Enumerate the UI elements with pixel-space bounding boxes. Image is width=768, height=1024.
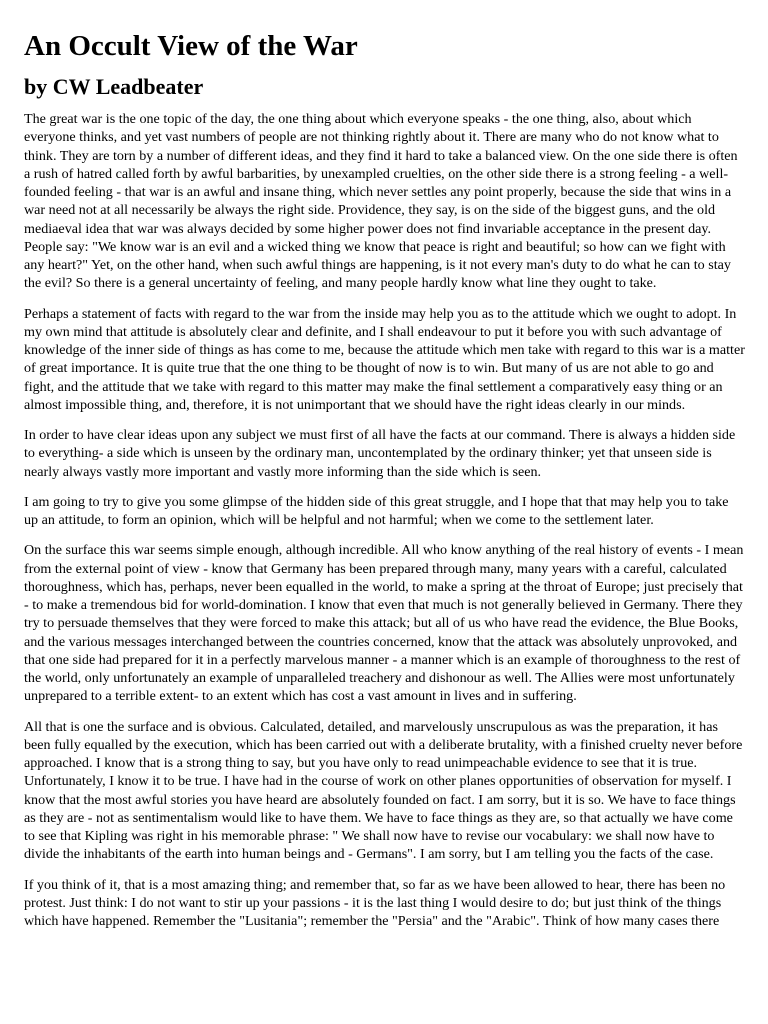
paragraph: In order to have clear ideas upon any subject we must first of all have the facts at our command. There is always a hidden side to everything- a side which is unseen by the ordinary man, uncontemplated by the ordinary thinker; yet that unseen side is nearly always vastly more important and vastly more informing than the side which is seen. [24,427,736,480]
paragraph: The great war is the one topic of the day, the one thing about which everyone speaks - the one thing, also, about which everyone thinks, and yet vast numbers of people are not thinking rightly about it. There are many who do not know what to think. They are torn by a number of different ideas, and they find it hard to take a balanced view. On the one side there is often a rush of hatred called forth by awful barbarities, by unexampled cruelties, on the other side there is a strong feeling - a well-founded feeling - that war is an awful and insane thing, which never settles any point properly, because the side that wins in a war need not at all necessarily be always the right side. Providence, they say, is on the side of the biggest guns, and the old mediaeval idea that war was always decided by some higher power does not find invariable acceptance in the present day. People say: "We know war is an evil and a wicked thing we know that peace is right and beautiful; so how can we fight with any heart?" Yet, on the other hand, when such awful things are happening, is it not every man's duty to do what he can to stay the evil? So there is a general uncertainty of feeling, and many people hardly know what line they ought to take. [24,111,738,292]
document-title: An Occult View of the War [24,30,358,62]
paragraph: If you think of it, that is a most amazing thing; and remember that, so far as we have been allowed to hear, there has been no protest. Just think: I do not want to stir up your passions - it is the last thing I would desire to do; but just think of the things which have happened. Remember the "Lusitania"; remember the "Persia" and the "Arabic". Think of how many cases there [24,876,726,929]
paragraph: I am going to try to give you some glimpse of the hidden side of this great struggle, and I hope that that may help you to take up an attitude, to form an opinion, which will be helpful and not harmful; when we come to the settlement later. [24,493,729,528]
paragraph: On the surface this war seems simple enough, although incredible. All who know anything of the real history of events - I mean from the external point of view - know that Germany has been prepared through many, many years with a careful, calculated thoroughness, which has, perhaps, never been equalled in the world, to make a spring at the throat of Europe; just precisely that - to make a tremendous bid for world-domination. I know that even that much is not generally believed in Germany. There they try to persuade themselves that they were forced to make this attack; but all of us who have read the evidence, the Blue Books, and the various messages interchanged between the countries concerned, know that the attack was absolutely unprovoked, and that one side had prepared for it in a perfectly marvelous manner - a manner which is an example of thoroughness to the rest of the world, only unfortunately an example of unparalleled treachery and dishonour as well. The Allies were most unfortunately unprepared to a terrible extent- to an extent which has cost a vast amount in lives and in suffering. [24,542,744,705]
paragraph: All that is one the surface and is obvious. Calculated, detailed, and marvelously unscrupulous as was the preparation, it has been fully equalled by the execution, which has been carried out with a deliberate brutality, with a finished cruelty never before approached. I know that is a strong thing to say, but you have only to read unimpeachable evidence to see that it is true. Unfortunately, I know it to be true. I have had in the course of work on other planes opportunities of observation for myself. I know that the most awful stories you have heard are absolutely founded on fact. I am sorry, but it is so. We have to face things as they are - not as sentimentalism would like to have them. We have to face things as they are, so that actually we have come to see that Kipling was right in his memorable phrase: " We shall now have to revise our vocabulary: we shall now have to divide the inhabitants of the earth into human beings and - Germans". I am sorry, but I am telling you the facts of the case. [24,718,743,863]
paragraph: Perhaps a statement of facts with regard to the war from the inside may help you as to the attitude which we ought to adopt. In my own mind that attitude is absolutely clear and definite, and I shall endeavour to put it before you with such advantage of knowledge of the inner side of things as has come to me, because the attitude which men take with regard to this war is a matter of great importance. It is quite true that the one thing to be thought of now is to win. But many of us are not able to go and fight, and the attitude that we take with regard to this matter may make the final settlement a comparatively easy thing or an almost impossible thing, and, therefore, it is not unimportant that we should have the right ideas clearly in our minds. [24,305,745,413]
author-byline: by CW Leadbeater [24,74,204,99]
